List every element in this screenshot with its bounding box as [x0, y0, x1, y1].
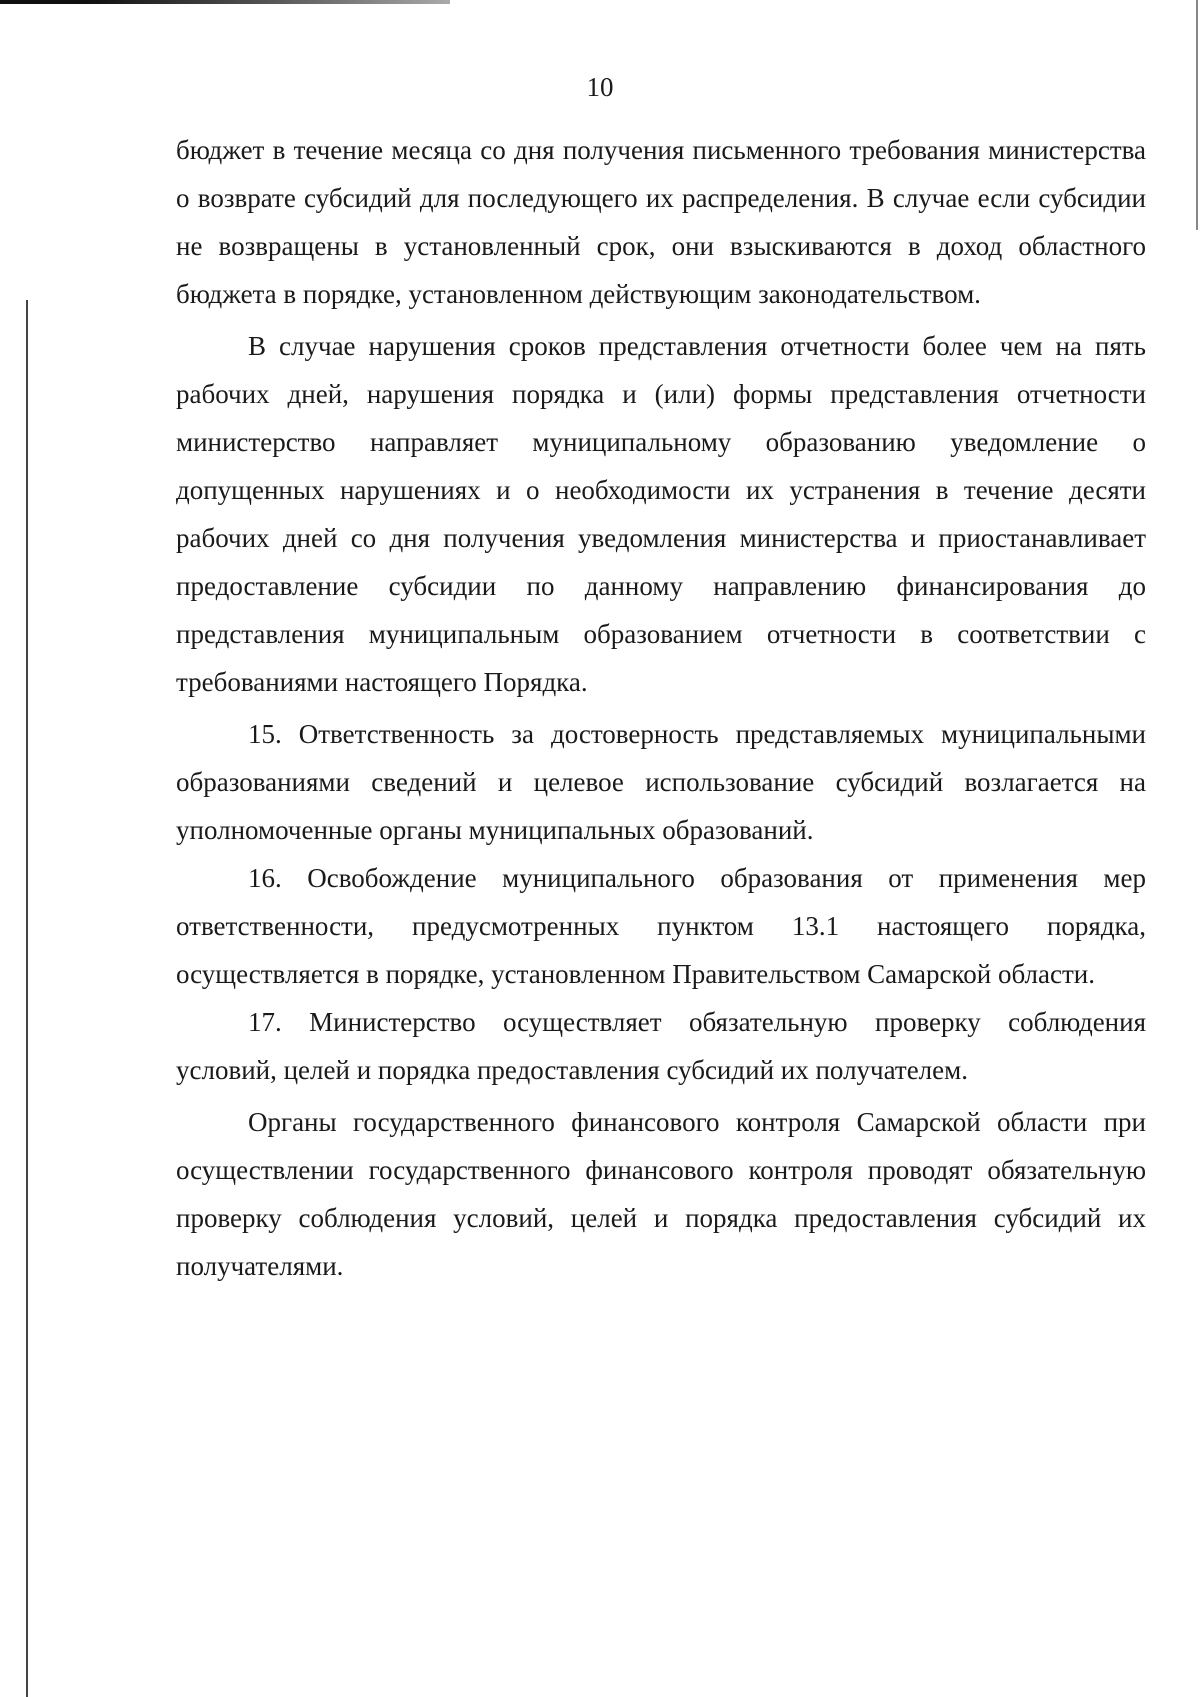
paragraph-reporting-violation: В случае нарушения сроков представления отчетности более чем на пять рабочих дней, нарушения порядка и (или) формы представления отчетности министерство направляет муниципальному образованию уведомление о допущенных нарушениях и о необходимости их устранения в течение десяти рабочих дней со дня получения уведомления министерства и приостанавливает предоставление субсидии по данному направлению финансирования до представления муниципальным образованием отчетности в соответствии с требованиями настоящего Порядка.: [176, 331, 1146, 697]
scan-edge-mark-top: [0, 0, 450, 4]
paragraph-continuation: бюджет в течение месяца со дня получения письменного требования министерства о возврате субсидий для последующего их распределения. В случае если субсидии не возвращены в установленный срок, они взыскиваются в доход областного бюджета в порядке, установленном действующим законодательством.: [176, 135, 1146, 309]
page-number: 10: [586, 72, 614, 102]
paragraph-item-15: 15. Ответственность за достоверность представляемых муниципальными образованиями сведений и целевое использование субсидий возлагается на уполномоченные органы муниципальных образований.: [176, 719, 1146, 845]
scan-edge-line-right: [1196, 0, 1198, 230]
document-body: [176, 126, 1146, 1290]
paragraph-financial-control: Органы государственного финансового контроля Самарской области при осуществлении государственного финансового контроля проводят обязательную проверку соблюдения условий, целей и порядка предоставления субсидий их получателями.: [176, 1107, 1146, 1281]
scan-edge-line-left: [26, 300, 28, 1697]
paragraph-item-17: 17. Министерство осуществляет обязательную проверку соблюдения условий, целей и порядка предоставления субсидий их получателем.: [176, 1007, 1146, 1085]
paragraph-item-16: 16. Освобождение муниципального образования от применения мер ответственности, предусмотренных пунктом 13.1 настоящего порядка, осуществляется в порядке, установленном Правительством Самарской области.: [176, 863, 1146, 989]
